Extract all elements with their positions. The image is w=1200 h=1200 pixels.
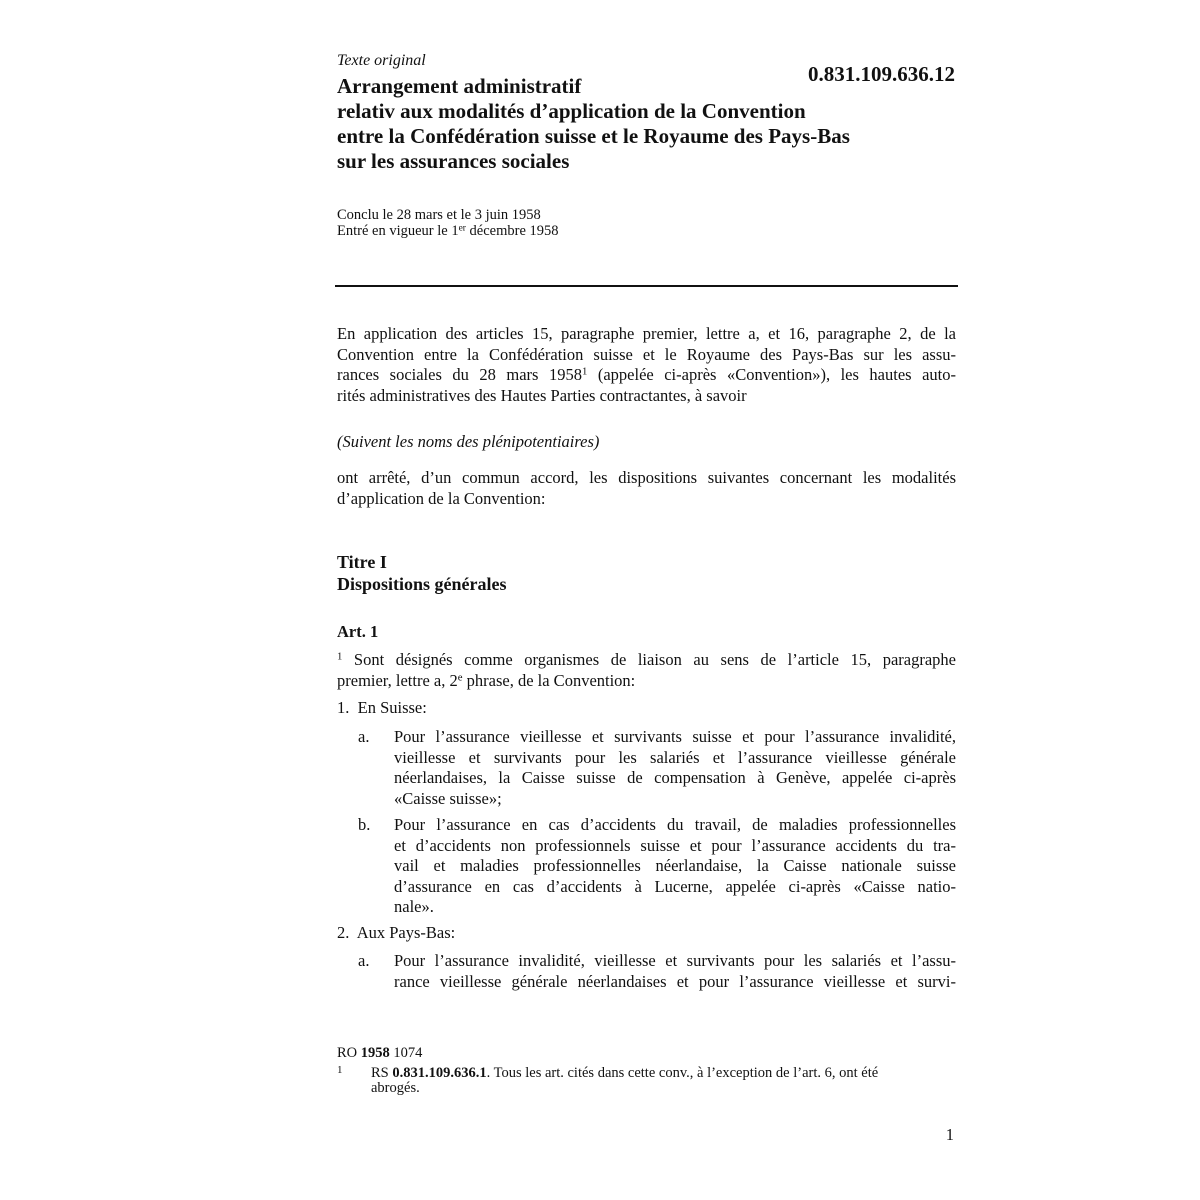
title-line: Arrangement administratif xyxy=(337,74,582,98)
document-title xyxy=(337,74,958,174)
conclusion-dates xyxy=(337,207,559,239)
sub-item-label: b. xyxy=(358,815,371,834)
article-line: $^1$ Sont désignés comme organismes de liaison au sens de l’article 15, paragraphe xyxy=(337,650,956,669)
page-number: 1 xyxy=(945,1125,954,1144)
sub-item-label: a. xyxy=(358,727,370,746)
title-name: Dispositions générales xyxy=(337,574,507,594)
agreement-paragraph xyxy=(337,468,956,509)
footnote-text: RS 0.831.109.636.1. Tous les art. cités dans cette conv., à l’exception de l’art. 6, ont été abrogés. xyxy=(371,1065,879,1096)
preamble-line: En application des articles 15, paragraphe premier, lettre a, et 16, paragraphe 2, de la xyxy=(337,324,956,343)
article-line: premier, lettre a, 2e phrase, de la Convention: xyxy=(337,670,636,690)
title-line: relativ aux modalités d’application de la Convention xyxy=(337,99,806,123)
ro-reference: RO 1958 1074 xyxy=(337,1045,423,1061)
agreement-line: d’application de la Convention: xyxy=(337,488,546,508)
preamble-line: Convention entre la Confédération suisse et le Royaume des Pays-Bas sur les assu- xyxy=(337,344,956,364)
preamble-line: rances sociales du 28 mars 1958$^1$ (appelée ci-après «Convention»), les hautes auto- xyxy=(337,365,956,384)
sub-item-text: Pour l’assurance en cas d’accidents du travail, de maladies professionnelles et d’accidents non professionnels suisse et pour l’assurance accidents du tra- vail et maladies professionnelles néerlandaise, la Caisse nationale suisse d’assurance en cas d’accidents à Lucerne, appelée ci-après «Caisse natio- nale». xyxy=(394,815,956,916)
article-heading: Art. 1 xyxy=(337,622,379,641)
header-divider xyxy=(335,285,958,287)
agreement-line: ont arrêté, d’un commun accord, les dispositions suivantes concernant les modalités xyxy=(337,468,956,487)
sub-item-label: a. xyxy=(358,951,370,970)
footnote-number: 1 xyxy=(337,1064,343,1076)
preamble-line: rités administratives des Hautes Parties contractantes, à savoir xyxy=(337,385,747,405)
plenipotentiaries-note: (Suivent les noms des plénipotentiaires) xyxy=(337,432,600,451)
original-text-label: Texte original xyxy=(337,52,426,69)
list-item-switzerland: 1. En Suisse: xyxy=(337,698,427,717)
sub-item-text: Pour l’assurance vieillesse et survivants suisse et pour l’assurance invalidité, vieillesse et survivants pour les salariés et l’assurance vieillesse générale néerlandaises, la Caisse suisse de compensation à Genève, appelée ci-après «Caisse suisse»; xyxy=(394,727,956,808)
entry-into-force: Entré en vigueur le 1er décembre 1958 xyxy=(337,223,559,239)
title-line: entre la Confédération suisse et le Royaume des Pays-Bas xyxy=(337,124,850,148)
list-item-netherlands: 2. Aux Pays-Bas: xyxy=(337,923,456,942)
document-page xyxy=(337,0,958,1200)
title-number: Titre I xyxy=(337,552,387,572)
paragraph-number: 1 xyxy=(337,650,343,663)
footnote-ref: 1 xyxy=(581,365,588,378)
preamble-paragraph xyxy=(337,324,956,406)
title-heading xyxy=(337,551,507,595)
title-line: sur les assurances sociales xyxy=(337,149,570,173)
sub-item-text: Pour l’assurance invalidité, vieillesse et survivants pour les salariés et l’assu- rance vieillesse générale néerlandaises et pour l’assurance vieillesse et survi- xyxy=(394,951,956,991)
article-paragraph xyxy=(337,650,956,691)
concluded-date: Conclu le 28 mars et le 3 juin 1958 xyxy=(337,207,541,223)
rs-number: 0.831.109.636.12 xyxy=(808,62,955,86)
